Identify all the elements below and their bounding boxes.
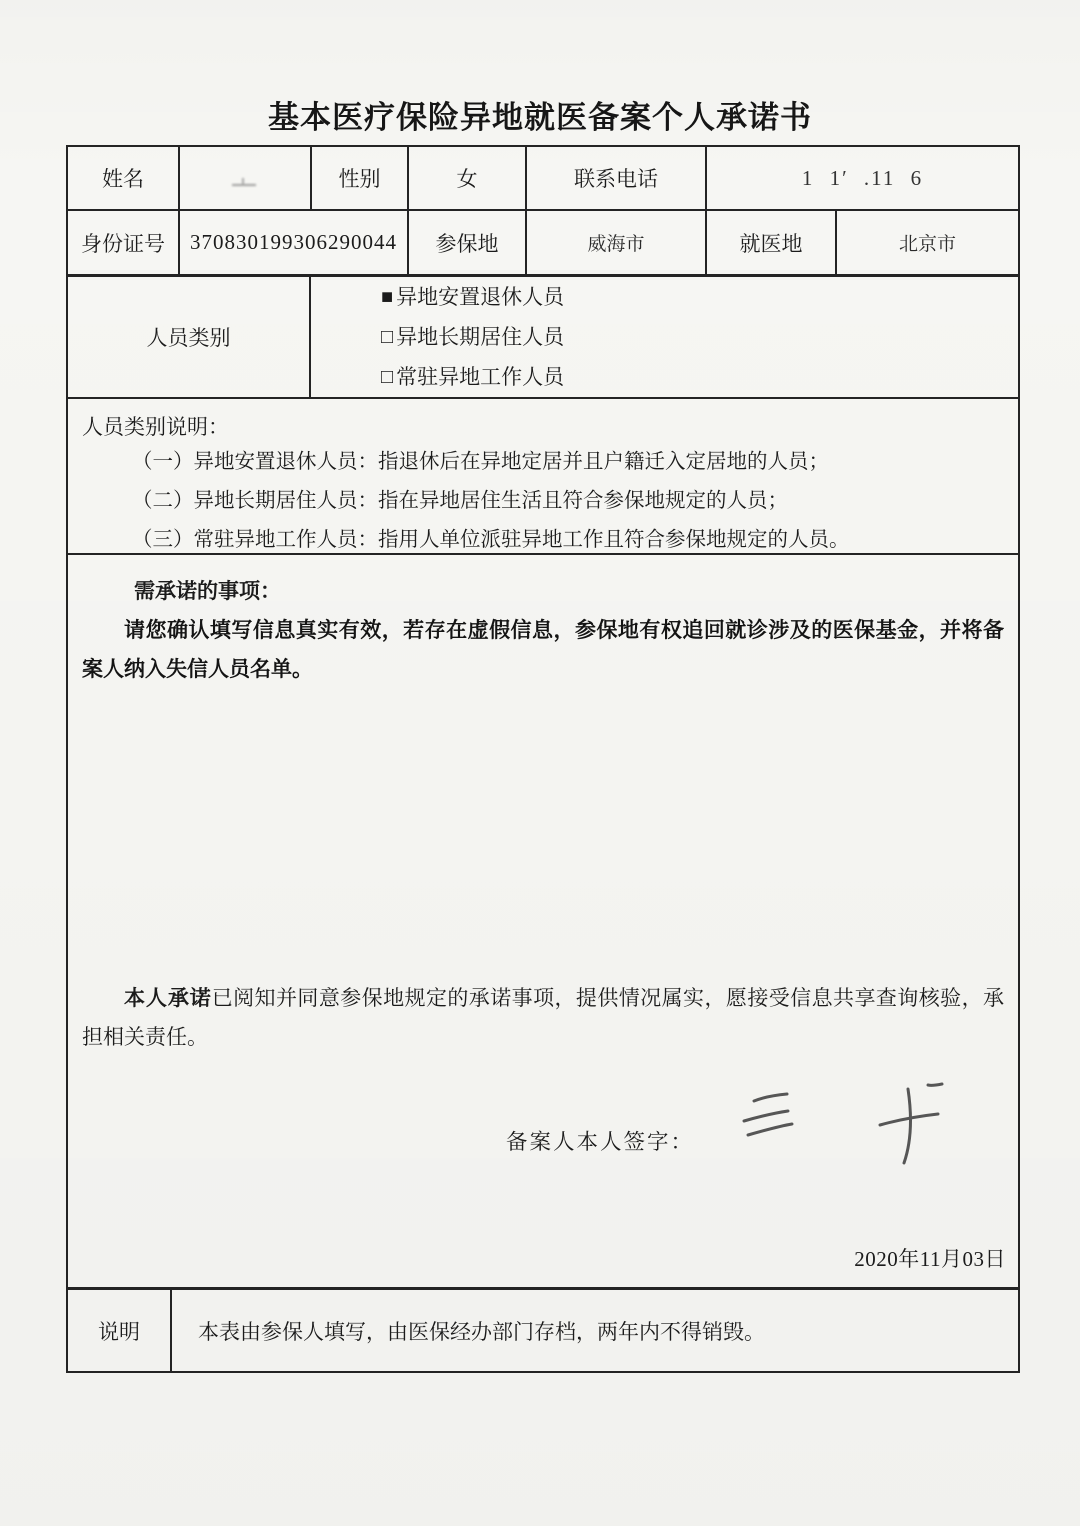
row-personnel-category — [68, 277, 1018, 399]
category-note-item-1: （一）异地安置退休人员：指退休后在异地定居并且户籍迁入定居地的人员； — [132, 451, 829, 473]
note-text: 本表由参保人填写，由医保经办部门存档，两年内不得销毁。 — [198, 1319, 765, 1344]
category-note-item-3: （三）常驻异地工作人员：指用人单位派驻异地工作且符合参保地规定的人员。 — [132, 529, 850, 551]
row-category-notes — [68, 399, 1018, 555]
checked-checkbox-icon: ■ — [381, 286, 394, 308]
category-notes-cell — [68, 399, 1018, 553]
row-identity-1 — [68, 147, 1018, 211]
note-label: 说明 — [68, 1290, 172, 1371]
commitment-form-table — [66, 145, 1020, 1373]
commitment-body: 请您确认填写信息真实有效，若存在虚假信息，参保地有权追回就诊涉及的医保基金，并将备案人纳入失信人员名单。 — [82, 618, 1004, 681]
gender-label: 性别 — [312, 147, 409, 209]
page-title: 基本医疗保险异地就医备案个人承诺书 — [268, 100, 812, 135]
category-note-item-2: （二）异地长期居住人员：指在异地居住生活且符合参保地规定的人员； — [132, 490, 788, 512]
row-commitment — [68, 555, 1018, 1289]
checkbox-option-retired — [381, 277, 564, 317]
name-value-cell — [180, 147, 312, 209]
checkbox-option-long-term-resident — [381, 317, 564, 357]
insured-place-value: 威海市 — [527, 211, 707, 274]
personnel-category-options — [311, 277, 1018, 397]
checkbox-label: 常驻异地工作人员 — [396, 365, 565, 389]
treatment-place-label: 就医地 — [707, 211, 837, 274]
phone-label: 联系电话 — [527, 147, 707, 209]
personnel-category-label: 人员类别 — [68, 277, 311, 397]
name-redacted-smudge — [230, 178, 260, 188]
date-value: 2020年11月03日 — [854, 1247, 1006, 1271]
insured-place-label: 参保地 — [409, 211, 527, 274]
phone-value: 1 1′ .11 6 — [801, 165, 924, 190]
id-number-label: 身份证号 — [68, 211, 180, 274]
commitment-heading: 需承诺的事项： — [134, 579, 281, 603]
id-number-value: 370830199306290044 — [180, 211, 409, 274]
category-notes-heading: 人员类别说明： — [82, 415, 229, 439]
unchecked-checkbox-icon: □ — [381, 326, 394, 348]
promise-lead: 本人承诺 — [124, 986, 212, 1010]
signature-handwriting — [732, 1075, 962, 1185]
unchecked-checkbox-icon: □ — [381, 366, 394, 388]
treatment-place-value: 北京市 — [898, 234, 956, 255]
signature-label: 备案人本人签字： — [506, 1130, 695, 1154]
checkbox-option-stationed-worker — [381, 357, 564, 397]
row-note — [68, 1289, 1018, 1371]
checkbox-label: 异地长期居住人员 — [396, 325, 565, 349]
promise-body: 已阅知并同意参保地规定的承诺事项，提供情况属实，愿接受信息共享查询核验，承担相关责任。 — [82, 986, 1004, 1049]
signature-block — [506, 1075, 962, 1185]
commitment-cell — [68, 555, 1018, 1287]
checkbox-label: 异地安置退休人员 — [396, 285, 565, 309]
gender-value: 女 — [409, 147, 527, 209]
row-identity-2 — [68, 211, 1018, 277]
name-label: 姓名 — [68, 147, 180, 209]
promise-paragraph — [82, 979, 1004, 1057]
